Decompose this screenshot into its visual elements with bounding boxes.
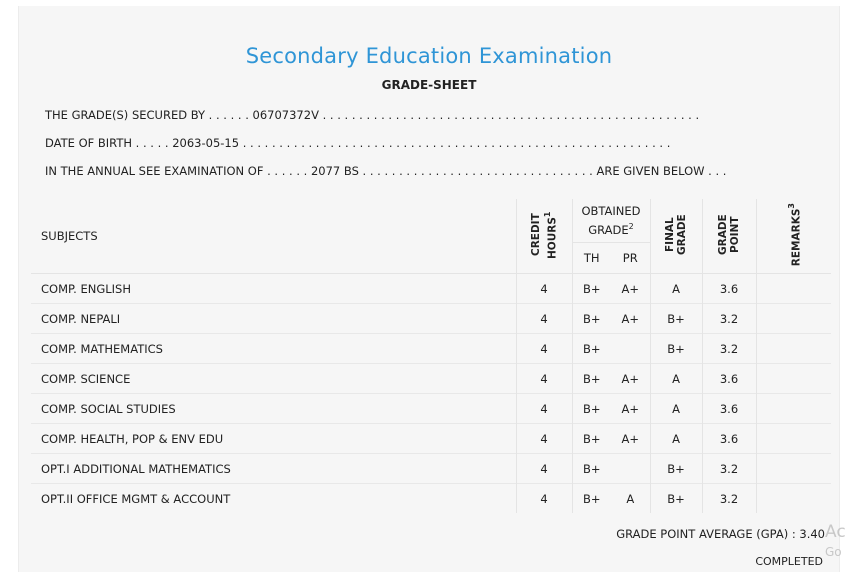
grade-point-cell: 3.6 bbox=[702, 394, 756, 424]
pr-grade-cell: A+ bbox=[611, 394, 650, 424]
grade-point-cell: 3.6 bbox=[702, 424, 756, 454]
activation-watermark bbox=[825, 522, 846, 562]
date-of-birth-line: DATE OF BIRTH . . . . . 2063-05-15 . . . . . . . . . . . . . . . . . . . . . . . . . . . . . . . . . . . . . . . . . . . . . . . . . . . . . . . . . . . bbox=[45, 136, 671, 150]
table-row bbox=[31, 274, 831, 304]
exam-line: IN THE ANNUAL SEE EXAMINATION OF . . . . . . 2077 BS . . . . . . . . . . . . . . . . . . . . . . . . . . . . . . . . ARE GIVEN BELOW . . . bbox=[45, 164, 727, 178]
grade-sheet bbox=[18, 6, 840, 572]
subject-cell: COMP. SCIENCE bbox=[31, 364, 516, 394]
remarks-cell bbox=[756, 454, 831, 484]
remarks-cell bbox=[756, 394, 831, 424]
pr-grade-cell: A+ bbox=[611, 364, 650, 394]
final-grade-cell: A bbox=[650, 364, 702, 394]
gpa-summary: GRADE POINT AVERAGE (GPA) : 3.40 bbox=[616, 527, 825, 541]
th-grade-cell: B+ bbox=[572, 454, 611, 484]
subject-cell: OPT.II OFFICE MGMT & ACCOUNT bbox=[31, 484, 516, 514]
table-row bbox=[31, 484, 831, 514]
table-row bbox=[31, 454, 831, 484]
final-grade-cell: B+ bbox=[650, 304, 702, 334]
th-header: TH bbox=[572, 243, 611, 274]
final-grade-cell: A bbox=[650, 274, 702, 304]
remarks-cell bbox=[756, 424, 831, 454]
th-grade-cell: B+ bbox=[572, 274, 611, 304]
final-grade-cell: A bbox=[650, 424, 702, 454]
remarks-cell bbox=[756, 304, 831, 334]
table-row bbox=[31, 364, 831, 394]
th-grade-cell: B+ bbox=[572, 394, 611, 424]
grades-table bbox=[31, 199, 831, 513]
final-grade-cell: B+ bbox=[650, 454, 702, 484]
page-subtitle: GRADE-SHEET bbox=[381, 78, 477, 92]
credit-hours-cell: 4 bbox=[516, 424, 572, 454]
table-row bbox=[31, 424, 831, 454]
pr-header: PR bbox=[611, 243, 650, 274]
subjects-header: SUBJECTS bbox=[41, 229, 98, 243]
subject-cell: COMP. MATHEMATICS bbox=[31, 334, 516, 364]
completion-status: COMPLETED bbox=[755, 555, 823, 568]
credit-hours-cell: 4 bbox=[516, 334, 572, 364]
subject-cell: COMP. HEALTH, POP & ENV EDU bbox=[31, 424, 516, 454]
remarks-cell bbox=[756, 484, 831, 514]
subject-cell: COMP. NEPALI bbox=[31, 304, 516, 334]
pr-grade-cell: A+ bbox=[611, 424, 650, 454]
credit-hours-cell: 4 bbox=[516, 484, 572, 514]
credit-hours-cell: 4 bbox=[516, 394, 572, 424]
final-grade-cell: B+ bbox=[650, 334, 702, 364]
credit-hours-cell: 4 bbox=[516, 274, 572, 304]
th-grade-cell: B+ bbox=[572, 484, 611, 514]
remarks-cell bbox=[756, 334, 831, 364]
grade-point-header: GRADE POINT bbox=[702, 199, 756, 274]
page-title: Secondary Education Examination bbox=[245, 44, 613, 68]
credit-hours-header: CREDIT HOURS$^1$ bbox=[516, 199, 572, 274]
pr-grade-cell: A bbox=[611, 484, 650, 514]
credit-hours-cell: 4 bbox=[516, 304, 572, 334]
table-row bbox=[31, 334, 831, 364]
final-grade-header: FINAL GRADE bbox=[650, 199, 702, 274]
watermark-line-2: Go bbox=[825, 545, 842, 559]
table-row bbox=[31, 304, 831, 334]
subject-cell: OPT.I ADDITIONAL MATHEMATICS bbox=[31, 454, 516, 484]
th-grade-cell: B+ bbox=[572, 304, 611, 334]
th-grade-cell: B+ bbox=[572, 334, 611, 364]
grade-point-cell: 3.2 bbox=[702, 454, 756, 484]
grade-point-cell: 3.2 bbox=[702, 304, 756, 334]
table-row bbox=[31, 394, 831, 424]
th-grade-cell: B+ bbox=[572, 364, 611, 394]
grade-point-cell: 3.6 bbox=[702, 364, 756, 394]
remarks-cell bbox=[756, 364, 831, 394]
remarks-cell bbox=[756, 274, 831, 304]
pr-grade-cell bbox=[611, 454, 650, 484]
th-grade-cell: B+ bbox=[572, 424, 611, 454]
pr-grade-cell bbox=[611, 334, 650, 364]
credit-hours-cell: 4 bbox=[516, 364, 572, 394]
final-grade-cell: A bbox=[650, 394, 702, 424]
pr-grade-cell: A+ bbox=[611, 304, 650, 334]
grade-point-cell: 3.2 bbox=[702, 334, 756, 364]
credit-hours-cell: 4 bbox=[516, 454, 572, 484]
subject-cell: COMP. SOCIAL STUDIES bbox=[31, 394, 516, 424]
grade-point-cell: 3.2 bbox=[702, 484, 756, 514]
obtained-grade-header: OBTAINED GRADE$^2$ bbox=[572, 199, 650, 243]
grade-point-cell: 3.6 bbox=[702, 274, 756, 304]
final-grade-cell: B+ bbox=[650, 484, 702, 514]
secured-by-line: THE GRADE(S) SECURED BY . . . . . . 06707372V . . . . . . . . . . . . . . . . . . . . . . . . . . . . . . . . . . . . . . . . . . . . . . . . . . . . bbox=[45, 108, 700, 122]
subject-cell: COMP. ENGLISH bbox=[31, 274, 516, 304]
pr-grade-cell: A+ bbox=[611, 274, 650, 304]
watermark-line-1: Ac bbox=[825, 522, 846, 542]
remarks-header: REMARKS$^3$ bbox=[756, 199, 831, 274]
